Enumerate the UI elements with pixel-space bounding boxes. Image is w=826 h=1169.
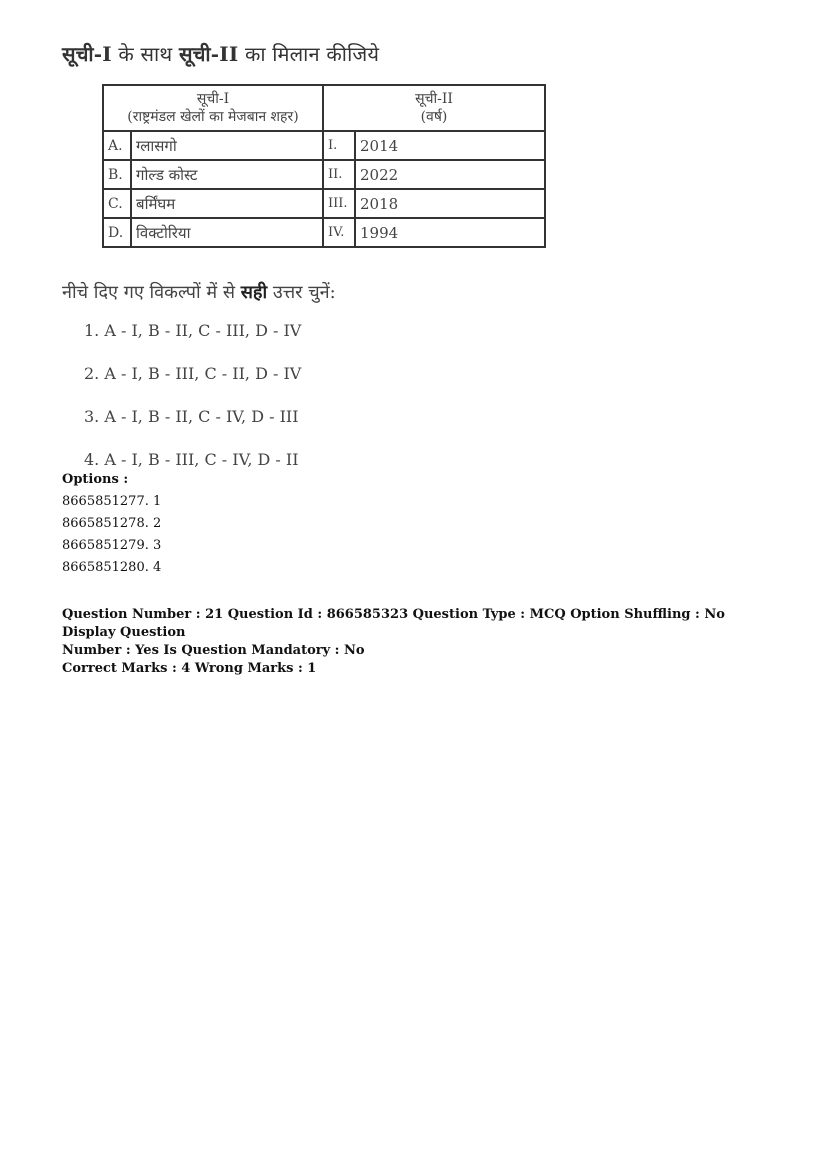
question-info-line1: Question Number : 21 Question Id : 866585323 Question Type : MCQ Option Shuffling : No Display Question — [62, 607, 725, 640]
row-city: बर्मिंघम — [131, 189, 323, 218]
instruction-suffix: उत्तर चुनें: — [267, 282, 336, 303]
match-table — [102, 84, 546, 248]
choice-list — [84, 320, 301, 492]
table-row — [103, 131, 545, 160]
table-row — [103, 160, 545, 189]
list1-header-subtitle: (राष्ट्रमंडल खेलों का मेजबान शहर) — [127, 109, 299, 125]
list2-header-subtitle: (वर्ष) — [420, 109, 448, 125]
row-year: 2018 — [355, 189, 545, 218]
table-row — [103, 218, 545, 247]
list1-header — [103, 85, 323, 131]
question-info-line2: Number : Yes Is Question Mandatory : No — [62, 643, 365, 658]
row-letter: D. — [103, 218, 131, 247]
row-roman: III. — [323, 189, 355, 218]
row-letter: B. — [103, 160, 131, 189]
option-id-1: 8665851277. 1 — [62, 494, 162, 509]
choice-item-4: 4. A - I, B - III, C - IV, D - II — [84, 450, 299, 469]
choice-item-2: 2. A - I, B - III, C - II, D - IV — [84, 364, 302, 383]
option-id-2: 8665851278. 2 — [62, 516, 162, 531]
instruction-prefix: नीचे दिए गए विकल्पों में से — [62, 282, 241, 303]
row-city: विक्टोरिया — [131, 218, 323, 247]
question-heading — [62, 40, 379, 67]
list2-label: सूची-II — [178, 42, 239, 66]
instruction-emphasis: सही — [240, 282, 268, 303]
row-roman: IV. — [323, 218, 355, 247]
option-id-4: 8665851280. 4 — [62, 560, 162, 575]
heading-suffix: का मिलान कीजिये — [238, 42, 380, 66]
row-year: 2022 — [355, 160, 545, 189]
list1-label: सूची-I — [62, 42, 112, 66]
row-letter: A. — [103, 131, 131, 160]
heading-connector: के साथ — [111, 42, 179, 66]
row-letter: C. — [103, 189, 131, 218]
row-roman: I. — [323, 131, 355, 160]
table-header-row — [103, 85, 545, 131]
question-info — [62, 606, 782, 678]
list2-header — [323, 85, 545, 131]
options-label: Options : — [62, 472, 129, 487]
list1-header-title: सूची-I — [196, 91, 230, 107]
table-row — [103, 189, 545, 218]
choice-item-3: 3. A - I, B - II, C - IV, D - III — [84, 407, 299, 426]
row-year: 1994 — [355, 218, 545, 247]
row-roman: II. — [323, 160, 355, 189]
row-year: 2014 — [355, 131, 545, 160]
row-city: गोल्ड कोस्ट — [131, 160, 323, 189]
list2-header-title: सूची-II — [415, 91, 453, 107]
question-marks: Correct Marks : 4 Wrong Marks : 1 — [62, 661, 317, 676]
choice-item-1: 1. A - I, B - II, C - III, D - IV — [84, 321, 302, 340]
instruction-text — [62, 280, 336, 304]
row-city: ग्लासगो — [131, 131, 323, 160]
option-id-3: 8665851279. 3 — [62, 538, 162, 553]
